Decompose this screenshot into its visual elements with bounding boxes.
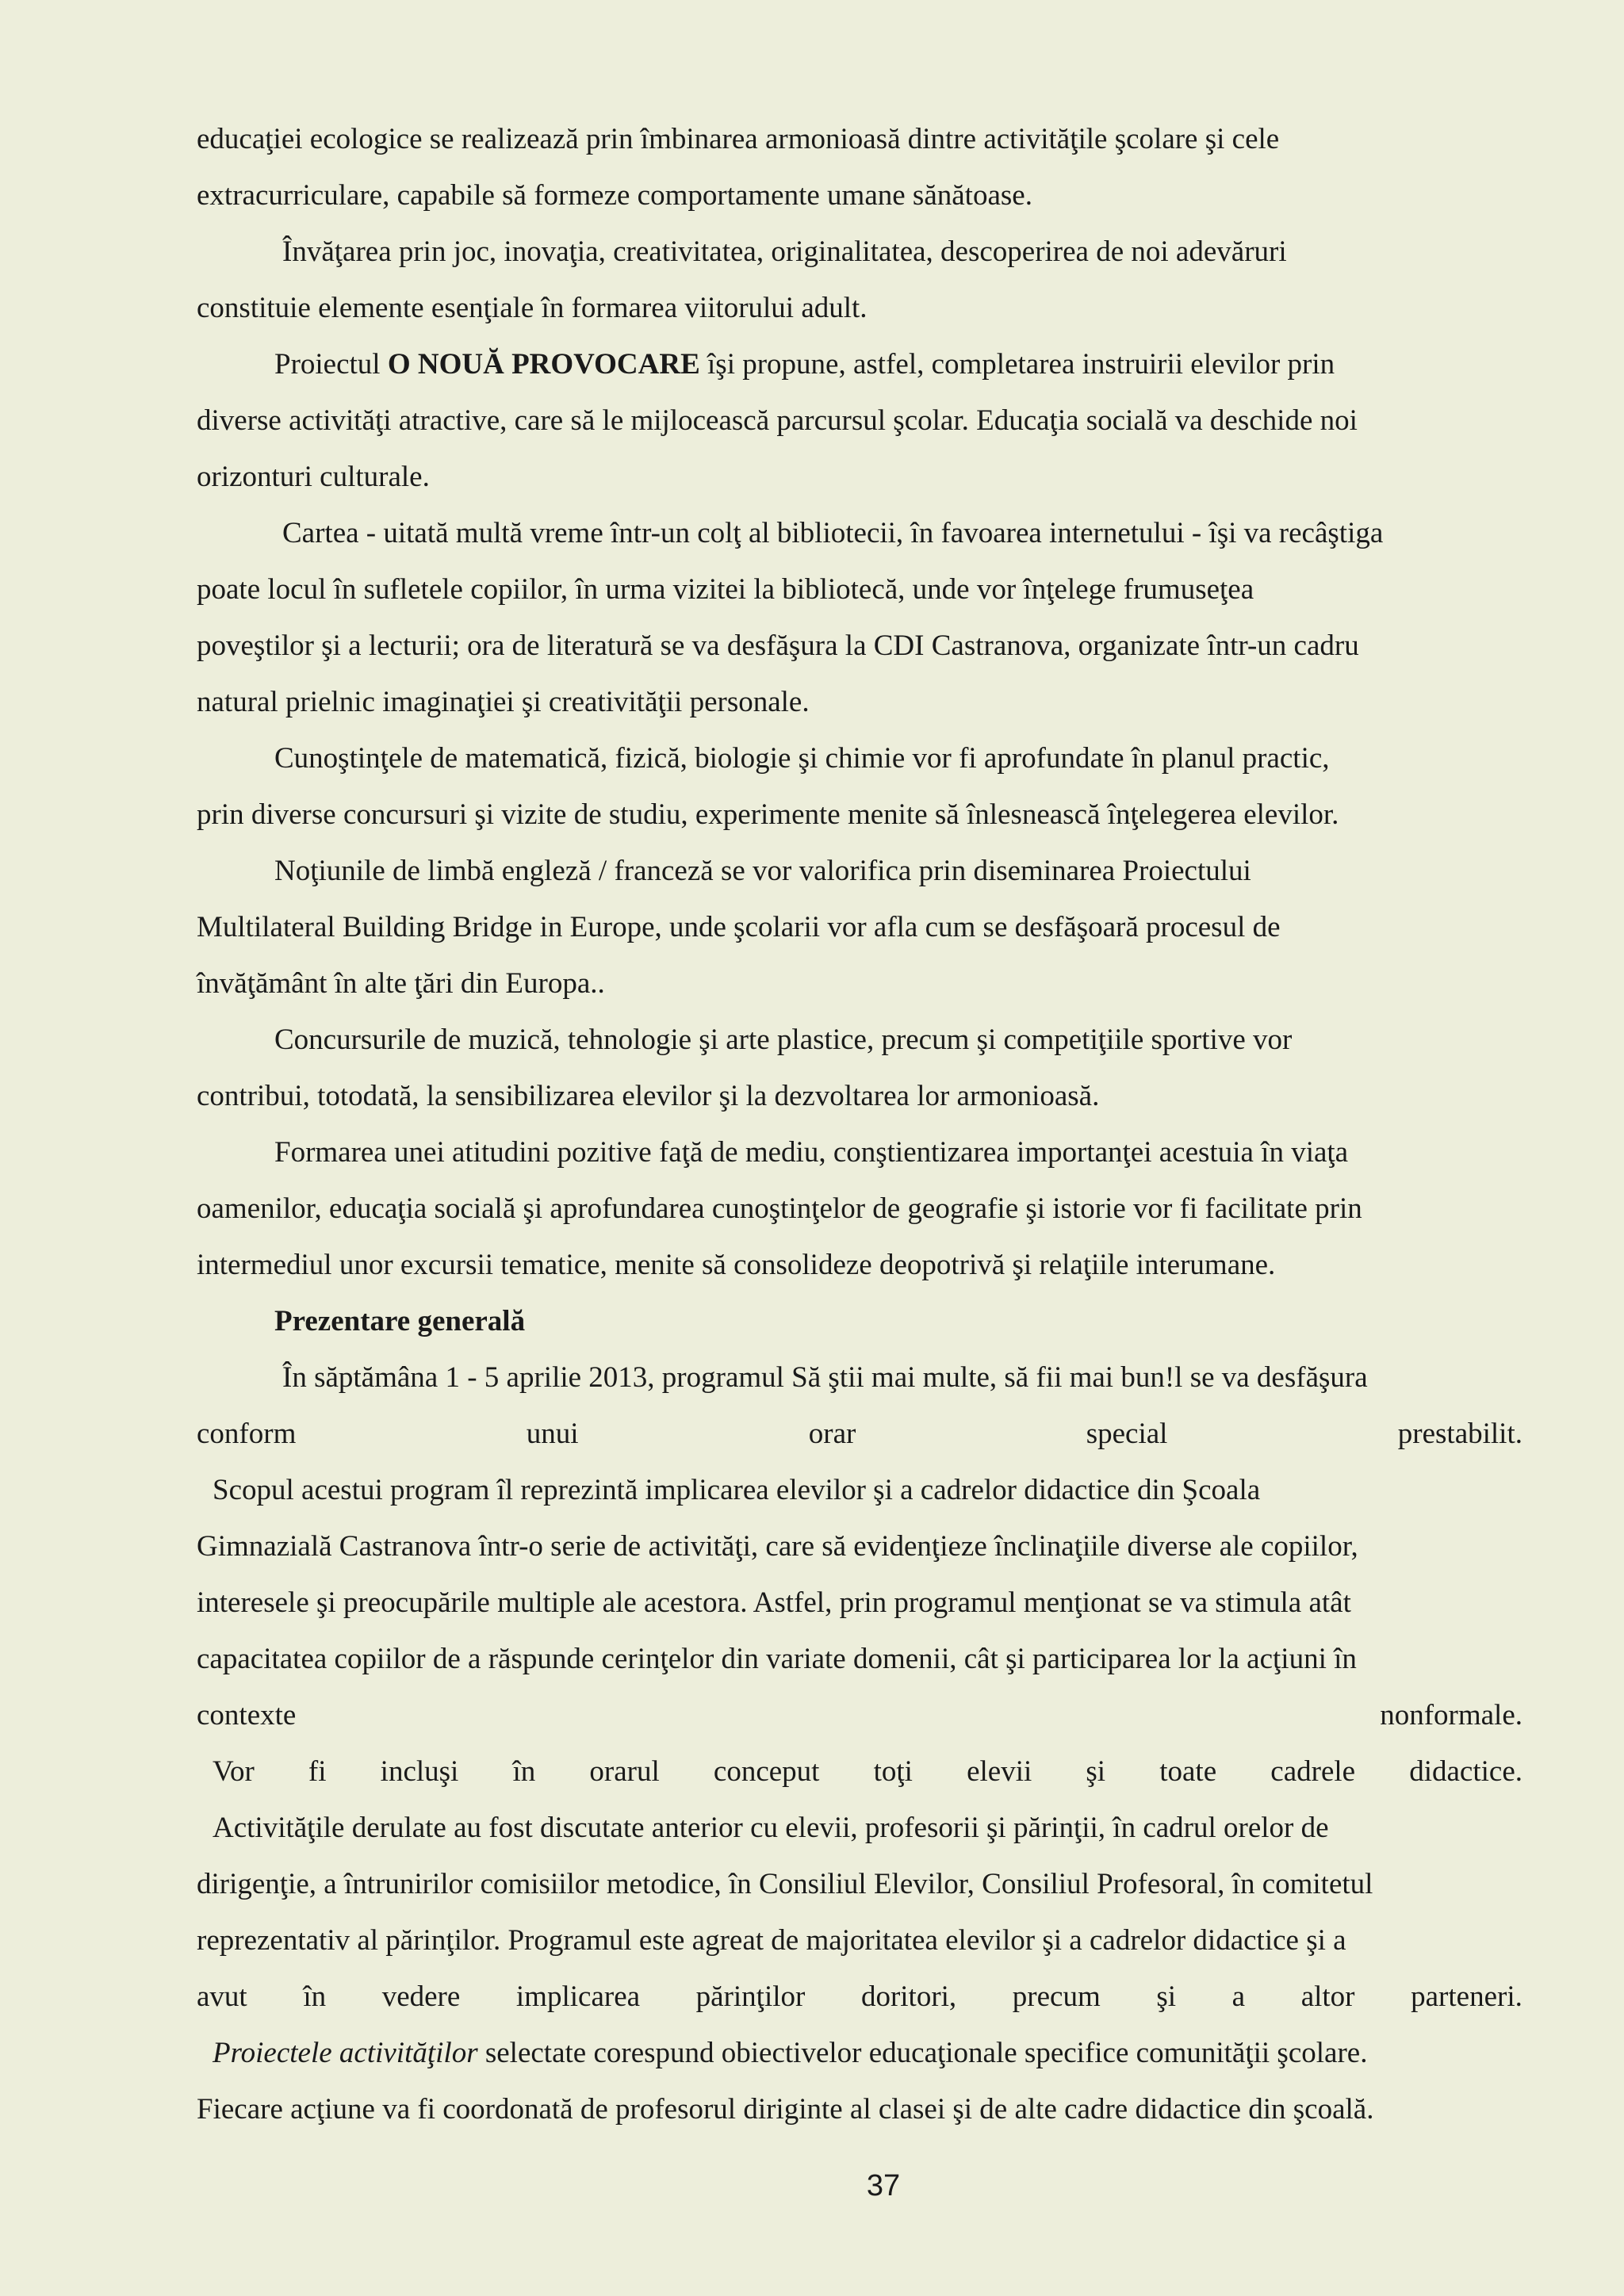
word: toate [1159,1755,1217,1788]
text-run: selectate corespund obiectivelor educaţionale specifice comunităţii şcolare. [477,2037,1368,2069]
word: precum [1012,1980,1101,2013]
paragraph-line: Multilateral Building Bridge in Europe, unde şcolarii vor afla cum se desfăşoară procesul de [197,911,1281,943]
justified-line [197,1687,1522,1743]
word: orar [808,1418,856,1450]
word: avut [197,1980,247,2013]
justified-line [197,1743,1522,1800]
paragraph-line: Cunoştinţele de matematică, fizică, biologie şi chimie vor fi aprofundate în planul practic, [274,742,1330,775]
word: vedere [381,1980,461,2013]
paragraph-line: În săptămâna 1 - 5 aprilie 2013, programul Să ştii mai multe, să fii mai bun!l se va desfăşura [282,1361,1368,1394]
paragraph-line: diverse activităţi atractive, care să le mijlocească parcursul şcolar. Educaţia socială va deschide noi [197,404,1358,437]
document-body [197,111,1522,2137]
word: părinţilor [695,1980,806,2013]
paragraph-line: extracurriculare, capabile să formeze comportamente umane sănătoase. [197,179,1032,212]
word: doritori, [860,1980,957,2013]
word: cadrele [1270,1755,1356,1788]
paragraph-line [197,2025,1522,2081]
word: orarul [589,1755,660,1788]
text-run: îşi propune, astfel, completarea instruirii elevilor prin [699,348,1335,381]
word: elevii [967,1755,1032,1788]
paragraph-line: contribui, totodată, la sensibilizarea elevilor şi la dezvoltarea lor armonioasă. [197,1080,1100,1112]
paragraph-line: dirigenţie, a întrunirilor comisiilor metodice, în Consiliul Elevilor, Consiliul Profesoral, în comitetul [197,1868,1373,1900]
word: contexte [197,1699,297,1732]
paragraph-line: Învăţarea prin joc, inovaţia, creativitatea, originalitatea, descoperirea de noi adevăruri [282,235,1287,268]
justified-line [197,1969,1522,2025]
paragraph-line: interesele şi preocupările multiple ale acestora. Astfel, prin programul menţionat se va stimula atât [197,1586,1351,1619]
paragraph-line: poate locul în sufletele copiilor, în urma vizitei la bibliotecă, unde vor înţelege frumuseţea [197,573,1254,606]
paragraph-line: prin diverse concursuri şi vizite de studiu, experimente menite să înlesnească înţelegerea elevilor. [197,798,1339,831]
paragraph-line: Activităţile derulate au fost discutate anterior cu elevii, profesorii şi părinţii, în cadrul orelor de [213,1812,1329,1844]
word: unui [526,1418,579,1450]
paragraph-line: Noţiunile de limbă engleză / franceză se vor valorifica prin diseminarea Proiectului [274,855,1251,887]
paragraph-line: poveştilor şi a lecturii; ora de literatură se va desfăşura la CDI Castranova, organizate într-un cadru [197,629,1359,662]
word: în [512,1755,536,1788]
word: şi [1086,1755,1106,1788]
word: conform [197,1418,297,1450]
paragraph-line: Gimnazială Castranova într-o serie de activităţi, care să evidenţieze înclinaţiile diverse ale copiilor, [197,1530,1358,1563]
page-number: 37 [866,2169,901,2202]
paragraph-line: educaţiei ecologice se realizează prin îmbinarea armonioasă dintre activităţile şcolare şi cele [197,123,1280,155]
word: Vor [213,1755,255,1788]
word: special [1086,1418,1168,1450]
paragraph-line: Concursurile de muzică, tehnologie şi arte plastice, precum şi competiţiile sportive vor [274,1024,1293,1056]
paragraph-line: învăţământ în alte ţări din Europa.. [197,967,605,1000]
text-run: Proiectul [274,348,388,381]
word: incluşi [380,1755,459,1788]
paragraph-line: oamenilor, educaţia socială şi aprofundarea cunoştinţelor de geografie şi istorie vor fi facilitate prin [197,1192,1362,1225]
project-name: O NOUĂ PROVOCARE [387,348,700,381]
paragraph-line: natural prielnic imaginaţiei şi creativităţii personale. [197,686,810,718]
paragraph-line: capacitatea copiilor de a răspunde cerinţelor din variate domenii, cât şi participarea lor la acţiuni în [197,1643,1357,1675]
word: a [1231,1980,1246,2013]
word: în [303,1980,327,2013]
paragraph-line: Scopul acestui program îl reprezintă implicarea elevilor şi a cadrelor didactice din Şcoala [213,1474,1261,1506]
paragraph-line: Cartea - uitată multă vreme într-un colţ al bibliotecii, în favoarea internetului - îşi va recâştiga [282,517,1384,549]
italic-run: Proiectele activităţilor [213,2037,478,2069]
word: implicarea [515,1980,641,2013]
paragraph-line: intermediul unor excursii tematice, menite să consolideze deopotrivă şi relaţiile interumane. [197,1249,1276,1281]
paragraph-line: Fiecare acţiune va fi coordonată de profesorul diriginte al clasei şi de alte cadre didactice din şcoală. [197,2093,1374,2126]
word: conceput [713,1755,820,1788]
paragraph-line [197,336,1522,392]
paragraph-line: constituie elemente esenţiale în formarea viitorului adult. [197,292,868,324]
word: prestabilit. [1397,1418,1522,1450]
justified-line [197,1406,1522,1462]
word: şi [1156,1980,1177,2013]
section-heading: Prezentare generală [274,1305,526,1337]
paragraph-line: Formarea unei atitudini pozitive faţă de mediu, conştientizarea importanţei acestuia în viaţa [274,1136,1349,1169]
word: didactice. [1409,1755,1522,1788]
word: altor [1300,1980,1355,2013]
paragraph-line: orizonturi culturale. [197,461,430,493]
word: fi [308,1755,327,1788]
word: parteneri. [1411,1980,1522,2013]
paragraph-line: reprezentativ al părinţilor. Programul este agreat de majoritatea elevilor şi a cadrelor didactice şi a [197,1924,1346,1957]
word: nonformale. [1380,1699,1522,1732]
word: toţi [873,1755,913,1788]
